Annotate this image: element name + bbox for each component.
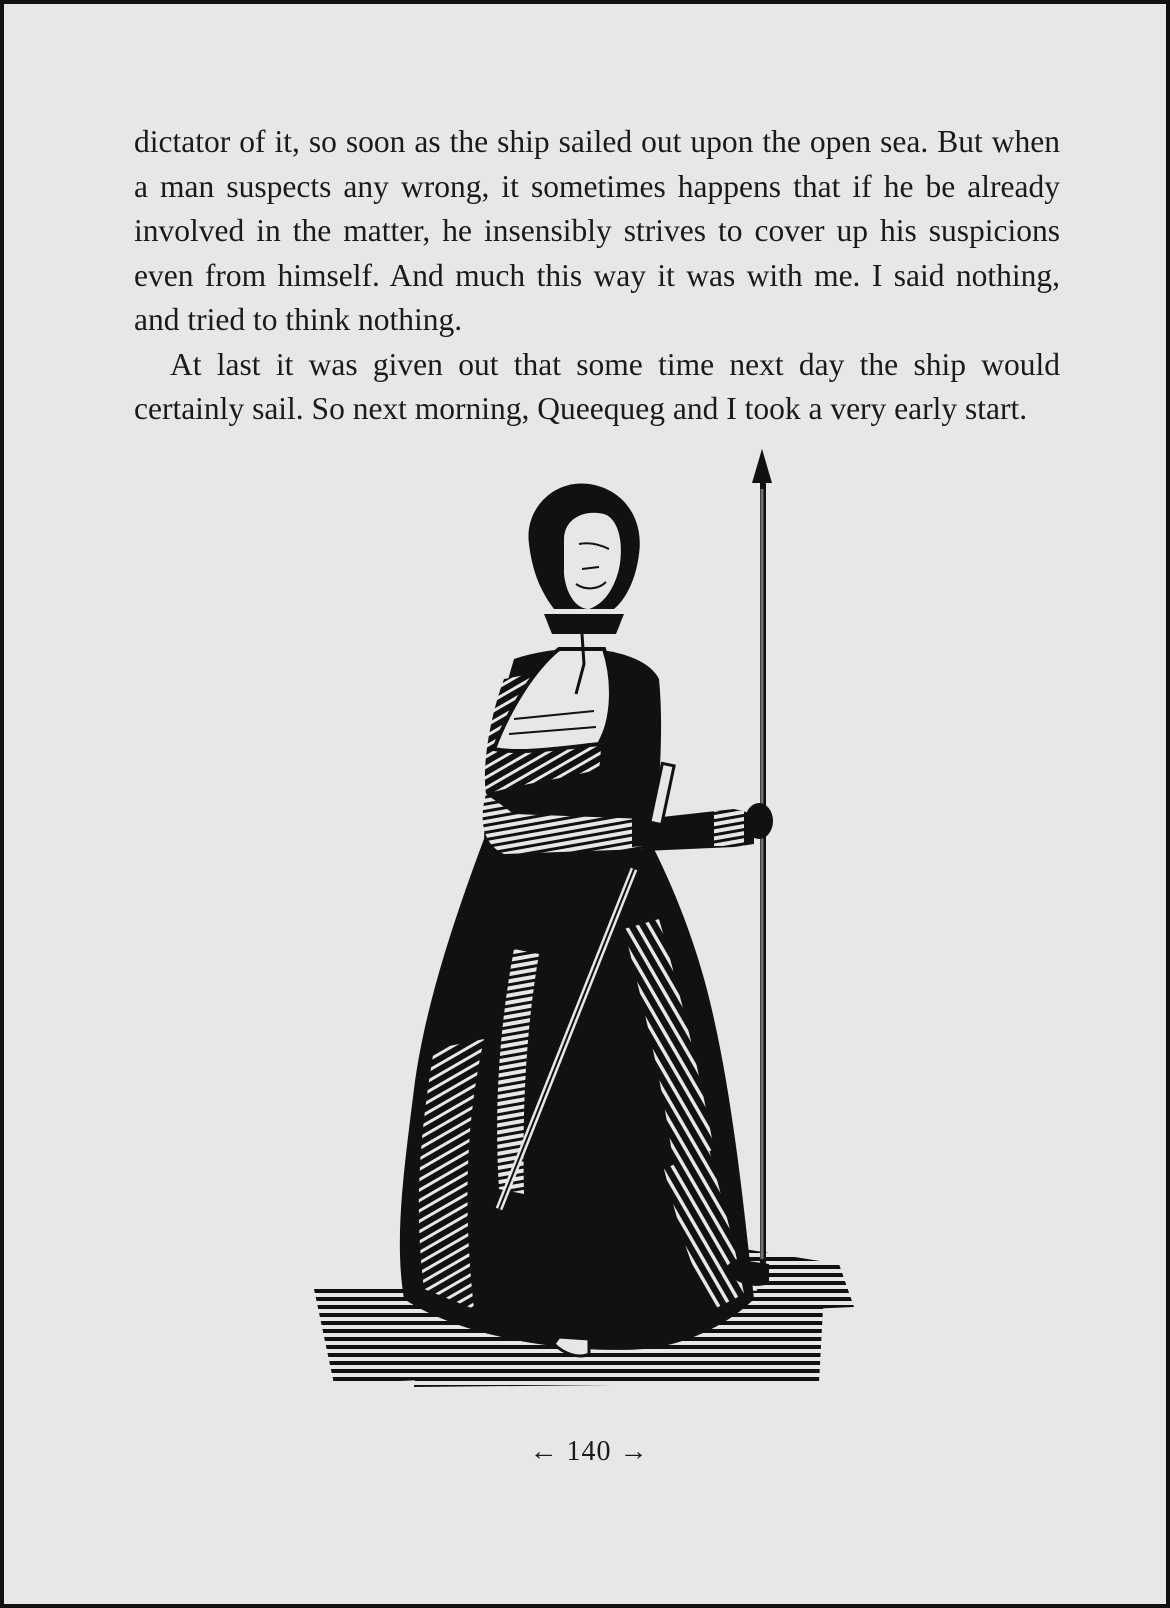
harpoon <box>752 449 772 1269</box>
page-number: ← 140 → <box>529 1436 649 1467</box>
body-text <box>134 120 1060 432</box>
paragraph-2: At last it was given out that some time next day the ship would certainly sail. So next morning, Queequeg and I took a very early start. <box>134 346 1060 426</box>
woodcut-illustration <box>314 449 874 1424</box>
paragraph-1: dictator of it, so soon as the ship sailed out upon the open sea. But when a man suspects any wrong, it sometimes happens that if he be already involved in the matter, he insensibly strives to cover up his suspicions even from himself. And much this way it was with me. I said nothing, and tried to think nothing. <box>134 124 1060 337</box>
skirt <box>400 839 754 1350</box>
